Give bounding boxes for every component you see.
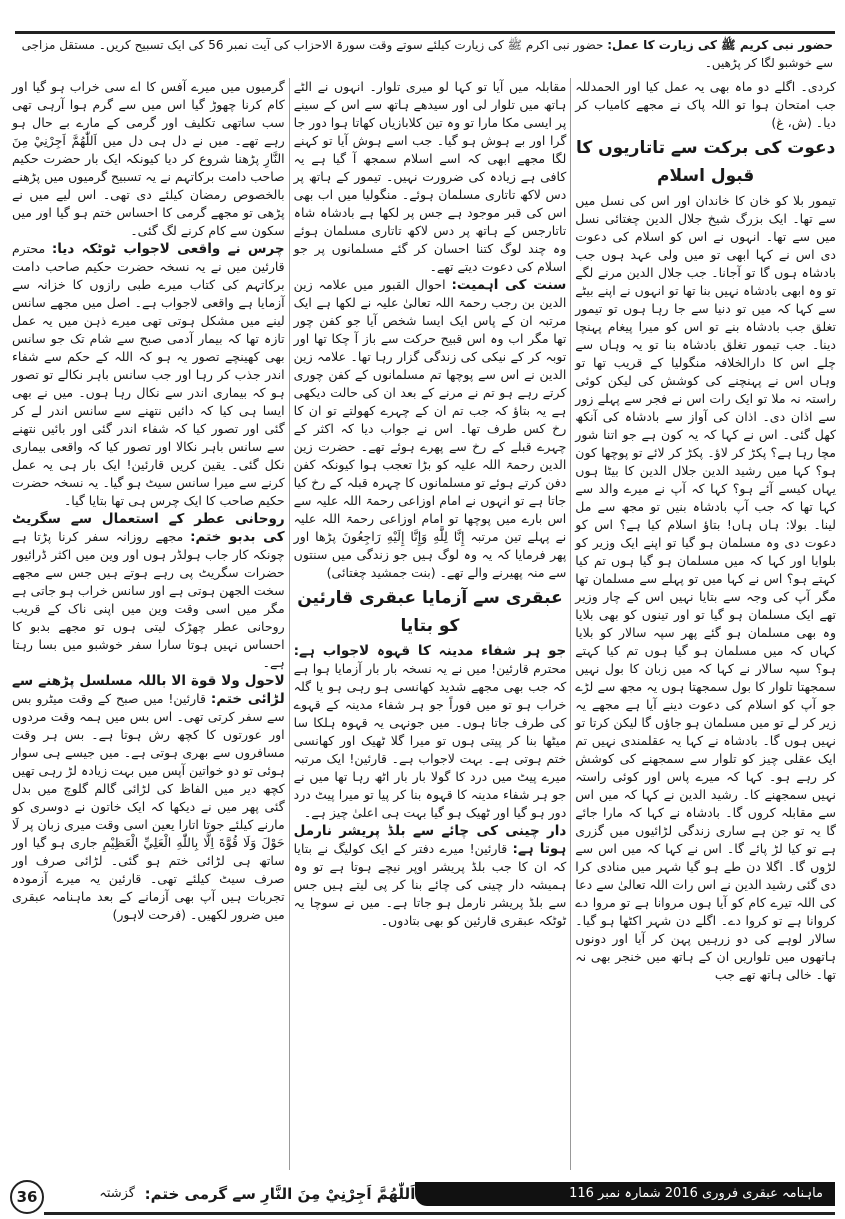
paragraph: کردی۔ اگلے دو ماہ بھی یہ عمل کیا اور الحمدللہ جب امتحان ہوا تو اللہ پاک نے مجھے کامیاب کر دیا۔ (ش، غ) [575,79,836,130]
page-number: 36 [10,1180,44,1214]
article-title: دعوت کی برکت سے تاتاریوں کا قبول اسلام [575,138,836,186]
header-rule [15,31,835,34]
author: (فرحت لاہور) [112,907,187,922]
paragraph: مجھے روزانہ سفر کرنا پڑتا ہے چونکہ کار جاب ہولڈر ہوں اور وین میں اکثر ڈرائیور حضرات سگریٹ پی رہے ہوتے ہیں جس سے مجھے سخت الجھن ہوتی ہے اور سانس خراب ہو جاتی ہے مگر میں اسی وقت وین میں اپنی ناک کے قریب روحانی عطر چھڑک لیتی ہوں تو مجھے بدبو کا احساس نہیں ہوتا سارا سفر خوشبو میں بسا رہتا ہے۔ [12,529,285,670]
section-heading: روحانی عطر کے استعمال سے سگریٹ کی بدبو ختم: [12,511,285,545]
section-heading: سنت کی اہمیت: [451,277,567,293]
paragraph: قارئین! میرے دفتر کے ایک کولیگ نے بتایا کہ ان کا جب بلڈ پریشر اوپر نیچے ہوتا ہے تو وہ ہمیشہ دار چینی کی چائے بنا کر پی لیتے ہیں جس سے بلڈ پریشر نارمل ہو جاتا ہے۔ میں نے سوچا یہ ٹوٹکہ عبقری قارئین کو بھی بتادوں۔ [293,841,567,928]
paragraph: محترم قارئین! میں نے یہ نسخہ بار بار آزمایا ہوا ہے کہ جب بھی مجھے شدید کھانسی ہو رہی ہو یا گلہ خراب ہو تو میں فوراً جو ہر شفاء مدینہ کے قہوے کی طرف جاتا ہوں۔ میں جونہی یہ قہوہ ہلکا سا میٹھا بنا کر پیتی ہوں تو میرا گلا ٹھیک اور کھانسی ختم ہوتی ہے۔ بہت لاجواب ہے۔ قارئین! ایک مرتبہ میرے پیٹ میں درد کا گولا بار بار اٹھ رہا تھا میں نے جو ہر شفاء مدینہ کا قہوہ بنا کر پیا تو میرا پیٹ درد دور ہو گیا اور ٹھیک ہو گیا بہت ہی اعلیٰ چیز ہے۔ [293,661,567,820]
header-text: حضور نبی اکرم ﷺ کی زیارت کیلئے سوتے وقت سورۃ الاحزاب کی آیت نمبر 56 کی ایک تسبیح کریں۔ مستقل مزاجی سے خوشبو لگا کر پڑھیں۔ [21,38,833,70]
author: (بنت جمشید چغتائی) [326,565,436,580]
paragraph: قارئین! میں صبح کے وقت میٹرو بس سے سفر کرتی تھی۔ اس بس میں ہمہ وقت مردوں اور عورتوں کا کچھ رش ہوتا ہے۔ بس ہر وقت مسافروں سے بھری ہوتی ہے۔ میں جیسے ہی سوار ہوئی تو دو خواتین آپس میں بہت زیادہ لڑ رہی تھیں کچھ دیر میں الفاظ کی لڑائی گالم گلوچ میں بدل گئی پھر میں نے دیکھا کہ ایک خاتون نے دوسری کو مارنے کیلئے جوتا اتارا یعین اسی وقت میری زبان پر لَا حَوْلَ وَلَا قُوَّةَ اِلَّا بِاللّٰهِ الْعَلِيِّ الْعَظِيْمِ جاری ہو گیا اور ساتھ ہی لڑائی ختم ہو گئی۔ لڑائی صرف اور صرف سیٹ کیلئے تھی۔ قارئین یہ میرے آزمودہ تجربات ہیں آپ بھی آزمانے کے بعد ماہنامہ عبقری میں ضرور لکھیں۔ [12,691,285,922]
continuation-text: گزشتہ [99,1186,135,1201]
column-left [12,78,285,1170]
section-heading: جو ہر شفاء مدینہ کا قہوہ لاجواب ہے: [293,643,567,659]
paragraph: مقابلہ میں آیا تو کہا لو میری تلوار۔ انہوں نے الٹے ہاتھ میں تلوار لی اور سیدھے ہاتھ سے اس کے سینے پر ایسی مکا مارا تو وہ تین کلابازیاں کھاتا ہوا دور جا گرا اور بے ہوش ہو گیا۔ جب اسے ہوش آیا تو کہنے لگا مجھے ابھی کہ اسے اسلام سمجھ آ گیا ہے یہ کافی ہے زیادہ کی ضرورت نہیں۔ تیمور کے ہاتھ پر دس لاکھ تاتاری مسلمان ہوئے۔ منگولیا میں اب بھی اس کی قبر موجود ہے جس پر لکھا ہے بادشاہ شاہ تاتارجس کے ہاتھ پر دس لاکھ تاتاری مسلمان ہوئے وہ چند لوگ کتنا احسان کر گئے مسلمانوں پر جو اسلام کی دعوت دیتے تھے۔ [293,79,567,274]
section-heading: چرس نے واقعی لاجواب ٹوٹکہ دیا: [51,241,285,257]
header-label: حضور نبی کریم ﷺ کی زیارت کا عمل: [607,38,833,52]
footer-rule [44,1212,835,1215]
paragraph: تیمور بلا کو خان کا خاندان اور اس کی نسل میں سے تھا۔ ایک بزرگ شیخ جلال الدین چغتائی نسل میں سے تھا۔ انہوں نے اس کو اسلام کی دعوت دی اس نے کہا ابھی تو میں ولی عہد ہوں جب بادشاہ ہوں گا تو آجانا۔ جب جلال الدین مرنے لگے تو وہ ابھی بادشاہ نہیں بنا تھا تو انہوں نے اپنے بیٹے سے کہا کہ میں تو دنیا سے جا رہا ہوں تو تیمور تغلق جب بادشاہ بنے تو اس کو میرا پیغام پہنچا دینا۔ جب تیمور تغلق بادشاہ بنا تو یہ وہاں سے چلے اس کا دارالخلافہ منگولیا کے قریب تھا تو وہاں اس نے پہنچنے کی کوشش کی لیکن کوئی راستہ نہ ملا تو ایک رات اس نے فجر سے پہلے زور سے اذان دی۔ اذان کی آواز سے بادشاہ کی آنکھ کھل گئی۔ اس نے کہا کہ یہ کون ہے جو اتنا شور مچا رہا ہے؟ پکڑ کر لاؤ۔ پکڑ کر لائے تو پوچھا کون ہو؟ کہا میں رشید الدین جلال الدین کا بیٹا ہوں یہاں کیسے آئے ہو؟ کہا کہ آپ نے میرے والد سے کہا تھا کہ جب آپ بادشاہ بنیں تو مجھ سے مل لینا۔ بولا: ہاں ہاں! بتاؤ اسلام کیا ہے؟ اس کو دعوت دی وہ مسلمان ہو گیا تو اپنے ایک وزیر کو بلوایا اور کہا کہ میں مسلمان ہو گیا ہوں تم کیا کہتے ہو؟ اس نے کہا میں تو پہلے سے مسلمان تھا مگر آپ کی وجہ سے بتایا نہیں اس کے چار وزیر تھے ایک مسلمان ہو گیا تو اور تینوں کو بھی بلایا وہ بھی مسلمان ہو گئے پھر سپہ سالار کو بلایا کہاں کہ میں مسلمان ہو گیا ہوں تم کیا کہتے ہو؟ سپہ سالار نے کہا کہ میں زبان کا بول نہیں سمجھتا تلوار کا بول سمجھتا ہوں یہ مجھ سے لڑے جو آپ کو اسلام کی دعوت دینے آیا ہے مجھے یہ زیر کر لے تو میں مسلمان ہو جاؤں گا لیکن کرتا تو نہیں ہوں گا۔ بادشاہ نے کہا یہ عقلمندی نہیں تم ایک عقلی چیز کو تلوار سے سمجھنے کی کوشش کر رہے ہو۔ کہا کہ میرے پاس اور کوئی راستہ نہیں سمجھنے کا۔ رشید الدین نے کہا کہ میں اس سے مقابلہ کروں گا۔ بادشاہ نے کہا کہ مارا جائے گا یہ تو جن ہے ساری زندگی لڑائیوں میں گزری ہے تو کیا لڑ پائے گا۔ اس نے کہا کہ میں اس سے لڑوں گا۔ اگلا دن طے ہو گیا شہر میں منادی کرا دی گئی رشید الدین نے اس رات اللہ تعالیٰ سے دعا کی اللہ تیرے کام کو آیا ہوں مروانا ہے تو مروا دے کروانا ہے تو کروا دے۔ اگلے دن شہر اکٹھا ہو گیا۔ سالار لوہے کی دو زرہیں پہن کر آیا اور دونوں ہاتھوں میں تلواریں ان کے ہاتھ میں خنجر بھی نہ تھا۔ خالی ہاتھ تھے جب [575,193,836,982]
paragraph: محترم قارئین میں نے یہ نسخہ حضرت حکیم صاحب دامت برکاتہم کی کتاب میرے طبی رازوں کا خزانہ سے آزمایا ہے واقعی لاجواب ہے۔ اصل میں مجھے سانس لینے میں مشکل ہوتی تھی میرے ذہن میں یہ عمل تازہ تھا کہ بیمار آدمی صبح سے شام تک جو سانس بھی کھینچے تصور یہ ہو کہ اللہ کے حکم سے شفاء اندر جذب کر رہا اور جب سانس باہر نکالے تو تصور ہو کہ بیماری اندر سے نکال رہا ہوں۔ میں نے بھی ایسا ہی کیا کہ دائیں نتھنے سے سانس اندر لے کر گئی اور تصور کیا کہ شفاء اندر گئی اور بائیں نتھنے سے سانس باہر نکالا اور تصور کیا کہ واقعی بیماری نکل گئی۔ یقین کریں قارئین! ایک بار ہی یہ عمل کرنے سے میرا سانس سیٹ ہو گیا۔ یہ نسخہ حضرت حکیم صاحب کا ایک چرس ہی تھا بتایا گیا۔ [12,241,285,508]
section-title: عبقری سے آزمایا عبقری قارئین کو بتایا [297,588,563,636]
column-right [575,78,836,1170]
footer-heading: اَللّٰهُمَّ اَجِرْنِيْ مِنَ النَّارِ سے گرمی ختم: [144,1185,416,1203]
magazine-issue-bar: ماہنامہ عبقری فروری 2016 شمارہ نمبر 116 [415,1182,835,1206]
column-divider [570,78,571,1170]
page-footer [0,1174,845,1219]
paragraph: احوال القبور میں علامہ زین الدین بن رجب رحمۃ اللہ تعالیٰ علیہ نے لکھا ہے ایک مرتبہ ان کے پاس ایک ایسا شخص آیا جو کفن چور تھا مگر اب وہ اس قبیح حرکت سے باز آ چکا تھا اور توبہ کر کے نیکی کی زندگی گزار رہا تھا۔ علامہ زین الدین نے اس سے پوچھا تم مسلمانوں کے کفن چوری کرتے رہے ہو تم نے مرنے کے بعد ان کی حالت دیکھی ہے یہ بتاؤ کہ جب تم ان کے چہرے کھولتے تو ان کا رخ کس طرف تھا۔ اس نے جواب دیا کہ اکثر کے چہرے قبلے کے رخ سے پھرے ہوئے تھے۔ حضرت زین الدین رحمۃ اللہ علیہ کو بڑا تعجب ہوا کیونکہ کفن دفن کرتے ہوئے تو مسلمانوں کا چہرہ قبلہ کے رخ کیا جاتا ہے تو انہوں نے امام اوزاعی رحمۃ اللہ علیہ سے اس بارے میں پوچھا تو امام اوزاعی رحمۃ اللہ علیہ نے پہلے تین مرتبہ إِنَّا لِلَّٰهِ وَإِنَّا إِلَيْهِ رَاجِعُونَ پڑھا اور پھر فرمایا کہ یہ وہ لوگ ہیں جو زندگی میں سنتوں سے منہ پھیرنے والے تھے۔ [293,277,567,580]
columns [12,78,836,1170]
column-divider [289,78,290,1170]
paragraph: گرمیوں میں میرے آفس کا اے سی خراب ہو گیا اور کام کرنا چھوڑ گیا اس میں سے گرم ہوا آرہی تھی سب ساتھی تکلیف اور گرمی کے مارے بے حال ہو رہے تھے۔ میں نے دل ہی دل میں اَللّٰهُمَّ اَجِرْنِيْ مِنَ النَّارِ پڑھنا شروع کر دیا کیونکہ ایک بار حضرت حکیم صاحب دامت برکاتہم نے یہ تسبیح گرمیوں میں پڑھنے بالخصوص رمضان کیلئے دی تھی۔ اس لیے میں نے پڑھی تو مجھے گرمی کا احساس ختم ہو گیا اور میں سکون سے کام کرنے لگ گئی۔ [12,79,285,238]
page-header [15,36,833,72]
column-middle [294,78,567,1170]
section-heading: لاحول ولا قوة الا باللہ مسلسل پڑھنے سے لڑائی ختم: [12,673,285,707]
section-heading: دار چینی کی چائے سے بلڈ پریشر نارمل ہوتا ہے: [293,823,567,857]
